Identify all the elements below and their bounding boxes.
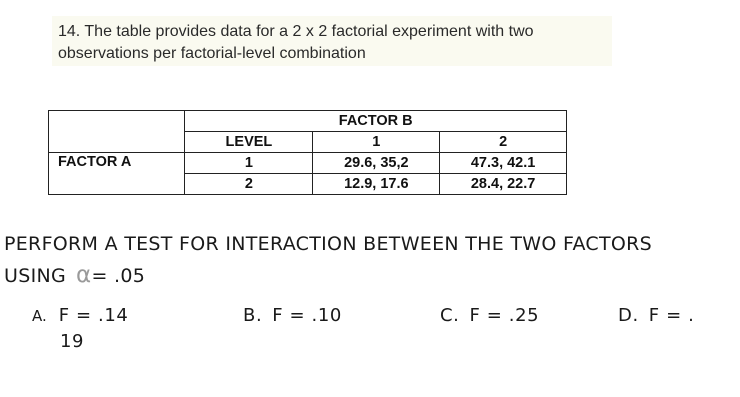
- option-c-text: F = .25: [469, 305, 540, 326]
- factor-b-header: FACTOR B: [185, 111, 567, 132]
- a-level-cell: 1: [185, 153, 313, 174]
- data-cell: 12.9, 17.6: [313, 174, 440, 195]
- option-c-letter: C.: [440, 305, 460, 326]
- alpha-value: = .05: [91, 265, 146, 287]
- instruction-line-2: [4, 260, 724, 292]
- question-text: [52, 16, 612, 66]
- data-cell: 47.3, 42.1: [440, 153, 567, 174]
- data-cell: 29.6, 35,2: [313, 153, 440, 174]
- option-a-letter: A.: [32, 307, 47, 325]
- option-d-letter: D.: [618, 305, 639, 326]
- b-level-1-header: 1: [313, 132, 440, 153]
- question-line-1: 14. The table provides data for a 2 x 2 factorial experiment with two: [58, 23, 534, 40]
- instruction-text: [4, 229, 724, 292]
- b-level-2-header: 2: [440, 132, 567, 153]
- table-corner-cell: [49, 111, 185, 153]
- instruction-line-1: PERFORM A TEST FOR INTERACTION BETWEEN THE TWO FACTORS: [4, 233, 653, 255]
- option-a[interactable]: [32, 302, 128, 330]
- question-line-2: observations per factorial-level combination: [58, 45, 366, 62]
- option-d[interactable]: [618, 302, 694, 330]
- a-level-cell: 2: [185, 174, 313, 195]
- data-cell: 28.4, 22.7: [440, 174, 567, 195]
- table-header-row: [49, 111, 567, 132]
- using-label: USING: [4, 265, 67, 287]
- factor-a-label: FACTOR A: [49, 153, 185, 195]
- option-b-letter: B.: [243, 305, 263, 326]
- factorial-data-table: [48, 110, 567, 195]
- alpha-symbol: α: [76, 262, 92, 288]
- option-d-text: F = .: [648, 305, 695, 326]
- option-b-text: F = .10: [272, 305, 342, 326]
- option-d-continuation: 19: [60, 331, 85, 352]
- level-header: LEVEL: [185, 132, 313, 153]
- table-row: [49, 153, 567, 174]
- option-c[interactable]: [440, 302, 539, 330]
- option-b[interactable]: [243, 302, 342, 330]
- option-a-text: F = .14: [58, 305, 129, 326]
